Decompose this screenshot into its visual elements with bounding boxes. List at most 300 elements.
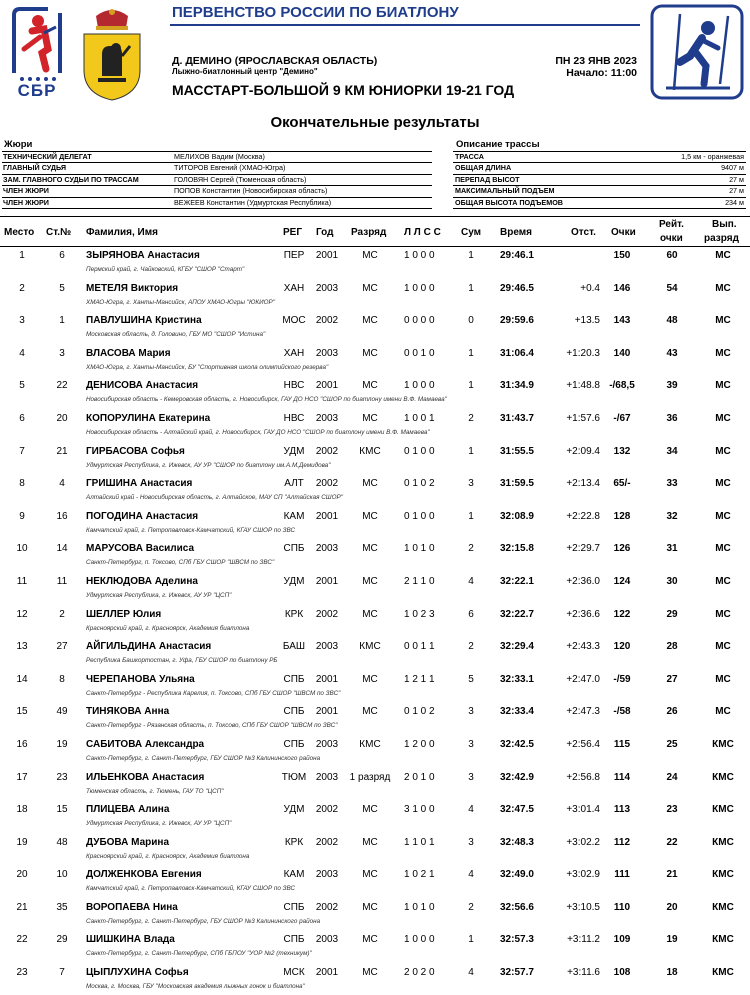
points: 113 (613, 804, 631, 816)
region: МОС (282, 315, 306, 327)
track-value: 1,5 км - оранжевая (681, 152, 744, 161)
athlete-club: Пермский край, г. Чайковский, КГБУ "СШОР "Старт" (86, 266, 245, 273)
jury-role: ГЛАВНЫЙ СУДЬЯ (3, 163, 67, 173)
result-row (0, 444, 750, 477)
track-key: ОБЩАЯ ДЛИНА (455, 163, 512, 173)
earned-rank: МС (715, 608, 731, 620)
points: 132 (613, 445, 631, 457)
athlete-club: ХМАО-Югра, г. Ханты-Мансийск, АПОУ ХМАО-Югры "ЮКИОР" (86, 298, 275, 306)
region: ХАН (283, 282, 305, 294)
place: 10 (16, 543, 28, 555)
points: 112 (613, 836, 631, 848)
behind: +13.5 (574, 315, 600, 327)
rating-points: 20 (666, 901, 678, 913)
bib: 48 (56, 836, 68, 848)
penalty-sum: 1 (468, 282, 474, 294)
rank: КМС (359, 738, 381, 750)
athlete-club: Камчатский край, г. Петропавловск-Камчатский, КГАУ СШОР по ЗВС (86, 526, 296, 534)
rating-points: 23 (666, 804, 678, 816)
points: 109 (613, 934, 631, 946)
athlete-club: Санкт-Петербург - Рязанская область, п. Токсово, СПб ГБУ СШОР "ШВСМ по ЗВС" (86, 722, 338, 730)
bib: 7 (59, 967, 65, 979)
result-row (0, 835, 750, 868)
points: 114 (613, 771, 631, 783)
rating-points: 39 (666, 380, 678, 392)
jury-member: ТИТОРОВ Евгений (ХМАО-Югра) (174, 163, 286, 173)
region: СПБ (283, 706, 305, 718)
birth-year: 2001 (315, 510, 339, 522)
result-row (0, 965, 750, 995)
time: 32:56.6 (500, 901, 534, 913)
time: 31:59.5 (500, 478, 534, 490)
athlete-name: КОПОРУЛИНА Екатерина (86, 412, 211, 424)
earned-rank: МС (715, 412, 731, 424)
jury-member: МЕЛИХОВ Вадим (Москва) (174, 152, 265, 161)
result-row (0, 411, 750, 444)
coat-of-arms-icon (80, 6, 144, 101)
region: НВС (283, 412, 305, 424)
rating-points: 54 (666, 282, 678, 294)
title-divider (170, 24, 640, 26)
result-row (0, 607, 750, 640)
athlete-club: Новосибирская область - Кемеровская область, г. Новосибирск, ГАУ ДО НСО "СШОР по биатлону имени В.Ф. Мамаева" (86, 396, 447, 404)
shooting: 0 0 1 0 (404, 347, 435, 359)
earned-rank: МС (715, 641, 731, 653)
athlete-club: Санкт-Петербург, г. Санкт-Петербург, ГБУ СШОР №3 Калининского района (86, 917, 321, 925)
shooting: 0 1 0 0 (404, 445, 435, 457)
region: ТЮМ (281, 771, 307, 783)
rank: МС (362, 804, 378, 816)
col-earned-line2: разряд (704, 233, 739, 244)
athlete-club: Санкт-Петербург, п. Токсово, СПб ГБУ СШОР "ШВСМ по ЗВС" (86, 559, 275, 567)
birth-year: 2003 (315, 347, 339, 359)
points: 128 (613, 510, 631, 522)
rating-points: 21 (666, 869, 678, 881)
athlete-name: САБИТОВА Александра (86, 738, 205, 750)
behind: +2:56.8 (566, 771, 600, 783)
shooting: 1 0 0 1 (404, 412, 435, 424)
athlete-name: ПАВЛУШИНА Кристина (86, 315, 202, 327)
rank: МС (362, 315, 378, 327)
birth-year: 2003 (315, 738, 339, 750)
penalty-sum: 1 (468, 250, 474, 261)
athlete-name: ИЛЬЕНКОВА Анастасия (86, 771, 205, 783)
rank: МС (362, 380, 378, 392)
birth-year: 2001 (315, 250, 339, 261)
col-time: Время (500, 227, 532, 238)
rank: МС (362, 250, 378, 261)
time: 32:49.0 (500, 869, 534, 881)
penalty-sum: 2 (468, 641, 474, 653)
earned-rank: МС (715, 282, 731, 294)
jury-role: ЗАМ. ГЛАВНОГО СУДЬИ ПО ТРАССАМ (3, 174, 139, 184)
track-key: МАКСИМАЛЬНЫЙ ПОДЪЕМ (455, 186, 555, 196)
points: 140 (613, 347, 631, 359)
jury-member: ПОПОВ Константин (Новосибирская область) (174, 186, 328, 196)
track-row (453, 163, 746, 174)
points: -/58 (613, 706, 631, 718)
penalty-sum: 1 (468, 347, 474, 359)
athlete-name: ДОЛЖЕНКОВА Евгения (86, 869, 202, 881)
penalty-sum: 3 (468, 738, 474, 750)
rating-points: 27 (666, 673, 678, 685)
rank: КМС (359, 641, 381, 653)
rank: МС (362, 901, 378, 913)
birth-year: 2002 (315, 608, 339, 620)
earned-rank: МС (715, 478, 731, 490)
time: 32:15.8 (500, 543, 534, 555)
time: 29:46.5 (500, 282, 534, 294)
athlete-name: ШИШКИНА Влада (86, 934, 175, 946)
athlete-name: ДУБОВА Марина (86, 836, 170, 848)
points: 124 (613, 575, 631, 587)
shooting: 1 2 1 1 (404, 673, 435, 685)
jury-row (2, 163, 432, 174)
birth-year: 2001 (315, 706, 339, 718)
shooting: 0 0 0 0 (404, 315, 435, 327)
result-row (0, 672, 750, 705)
time: 32:33.4 (500, 706, 534, 718)
time: 32:57.3 (500, 934, 534, 946)
birth-year: 2003 (315, 543, 339, 555)
penalty-sum: 2 (468, 901, 474, 913)
track-row (453, 175, 746, 186)
track-row (453, 198, 746, 209)
place: 6 (19, 412, 25, 424)
time: 31:06.4 (500, 347, 534, 359)
rank: МС (362, 608, 378, 620)
bib: 29 (56, 934, 68, 946)
behind: +2:09.4 (566, 445, 600, 457)
athlete-club: Москва, г. Москва, ГБУ "Московская академия лыжных гонок и биатлона" (86, 983, 305, 991)
rating-points: 29 (666, 608, 678, 620)
points: 120 (613, 641, 631, 653)
behind: +2:36.0 (566, 575, 600, 587)
jury-heading: Жюри (4, 139, 33, 150)
birth-year: 2003 (315, 771, 339, 783)
points: 143 (613, 315, 631, 327)
bib: 4 (59, 478, 65, 490)
birth-year: 2003 (315, 869, 339, 881)
rating-points: 48 (666, 315, 678, 327)
time: 29:46.1 (500, 250, 534, 261)
bib: 21 (56, 445, 68, 457)
rank: МС (362, 967, 378, 979)
rating-points: 34 (666, 445, 678, 457)
athlete-name: ПЛИЦЕВА Алина (86, 804, 170, 816)
shooting: 3 1 0 0 (404, 804, 435, 816)
earned-rank: МС (715, 510, 731, 522)
earned-rank: КМС (712, 804, 734, 816)
region: СПБ (283, 673, 305, 685)
birth-year: 2003 (315, 412, 339, 424)
rating-points: 31 (666, 543, 678, 555)
behind: +3:02.2 (566, 836, 600, 848)
birth-year: 2002 (315, 836, 339, 848)
penalty-sum: 2 (468, 412, 474, 424)
jury-role: ЧЛЕН ЖЮРИ (3, 186, 49, 196)
athlete-club: Алтайский край - Новосибирская область, г. Алтайское, МАУ СП "Алтайская СШОР" (86, 494, 343, 502)
time: 32:29.4 (500, 641, 534, 653)
col-rating-line1: Рейт. (659, 219, 684, 230)
athlete-club: ХМАО-Югра, г. Ханты-Мансийск, БУ "Спортивная школа олимпийского резерва" (86, 363, 329, 371)
athlete-name: ЦЫПЛУХИНА Софья (86, 967, 189, 979)
track-value: 9407 м (721, 163, 744, 173)
behind: +3:01.4 (566, 804, 600, 816)
points: 110 (613, 901, 631, 913)
earned-rank: КМС (712, 836, 734, 848)
penalty-sum: 6 (468, 608, 474, 620)
jury-member: ГОЛОВЯН Сергей (Тюменская область) (174, 174, 307, 184)
track-table (453, 151, 746, 209)
shooting: 2 0 1 0 (404, 771, 435, 783)
rank: МС (362, 706, 378, 718)
earned-rank: МС (715, 445, 731, 457)
shooting: 1 0 1 0 (404, 543, 435, 555)
result-row (0, 802, 750, 835)
earned-rank: КМС (712, 738, 734, 750)
penalty-sum: 4 (468, 869, 474, 881)
result-row (0, 900, 750, 933)
behind: +2:56.4 (566, 738, 600, 750)
jury-member: ВЕЖЕЕВ Константин (Удмуртская Республика) (174, 197, 332, 207)
region: УДМ (283, 445, 305, 457)
time: 32:47.5 (500, 804, 534, 816)
behind: +1:20.3 (566, 347, 600, 359)
time: 31:34.9 (500, 380, 534, 392)
result-row (0, 932, 750, 965)
earned-rank: МС (715, 706, 731, 718)
bib: 49 (56, 706, 68, 718)
earned-rank: МС (715, 315, 731, 327)
region: СПБ (283, 934, 305, 946)
athlete-club: Санкт-Петербург - Республика Карелия, п. Токсово, СПб ГБУ СШОР "ШВСМ по ЗВС" (86, 689, 341, 697)
birth-year: 2002 (315, 478, 339, 490)
track-value: 27 м (729, 186, 744, 196)
place: 3 (19, 315, 25, 327)
result-row (0, 248, 750, 281)
jury-role: ТЕХНИЧЕСКИЙ ДЕЛЕГАТ (3, 152, 92, 161)
col-sum: Сум (461, 227, 482, 238)
shooting: 1 0 0 0 (404, 380, 435, 392)
bib: 10 (56, 869, 68, 881)
athlete-name: НЕКЛЮДОВА Аделина (86, 575, 198, 587)
result-row (0, 704, 750, 737)
rating-points: 33 (666, 478, 678, 490)
region: КРК (284, 608, 304, 620)
region: КАМ (283, 510, 305, 522)
shooting: 1 0 2 3 (404, 608, 435, 620)
rank: МС (362, 510, 378, 522)
result-row (0, 770, 750, 803)
track-key: ТРАССА (455, 152, 484, 161)
behind: +1:57.6 (566, 412, 600, 424)
birth-year: 2003 (315, 934, 339, 946)
birth-year: 2001 (315, 673, 339, 685)
place: 5 (19, 380, 25, 392)
time: 32:48.3 (500, 836, 534, 848)
athlete-name: АЙГИЛЬДИНА Анастасия (86, 641, 212, 653)
results-title: Окончательные результаты (270, 114, 480, 131)
result-row (0, 737, 750, 770)
bib: 15 (56, 804, 68, 816)
region: СПБ (283, 738, 305, 750)
place: 9 (19, 510, 25, 522)
penalty-sum: 2 (468, 543, 474, 555)
rating-points: 28 (666, 641, 678, 653)
bib: 2 (59, 608, 65, 620)
time: 32:42.9 (500, 771, 534, 783)
race-name: МАССТАРТ-БОЛЬШОЙ 9 КМ ЮНИОРКИ 19-21 ГОД (172, 82, 515, 98)
athlete-name: ДЕНИСОВА Анастасия (86, 380, 199, 392)
athlete-name: ГИРБАСОВА Софья (86, 445, 185, 457)
shooting: 1 0 0 0 (404, 250, 435, 261)
penalty-sum: 3 (468, 836, 474, 848)
result-row (0, 313, 750, 346)
athlete-name: ВОРОПАЕВА Нина (86, 901, 178, 913)
result-row (0, 541, 750, 574)
result-row (0, 346, 750, 379)
athlete-name: ЧЕРЕПАНОВА Ульяна (86, 673, 195, 685)
time: 31:43.7 (500, 412, 534, 424)
athlete-name: ТИНЯКОВА Анна (86, 706, 170, 718)
event-title: ПЕРВЕНСТВО РОССИИ ПО БИАТЛОНУ (172, 4, 459, 21)
result-row (0, 476, 750, 509)
region: БАШ (282, 641, 306, 653)
points: -/68,5 (609, 380, 635, 392)
points: 111 (614, 869, 630, 881)
athlete-club: Санкт-Петербург, г. Санкт-Петербург, ГБУ СШОР №3 Калининского района (86, 754, 321, 762)
shooting: 1 0 1 0 (404, 901, 435, 913)
athlete-name: ШЕЛЛЕР Юлия (86, 608, 162, 620)
shooting: 0 0 1 1 (404, 641, 435, 653)
region: ПЕР (283, 250, 305, 261)
rating-points: 18 (666, 967, 678, 979)
rating-points: 24 (666, 771, 678, 783)
athlete-club: Красноярский край, г. Красноярск, Академия биатлона (86, 624, 250, 632)
federation-logo-text: СБР (17, 81, 57, 100)
behind: +0.4 (580, 282, 600, 294)
bib: 27 (56, 641, 68, 653)
place: 23 (16, 967, 28, 979)
points: -/67 (613, 412, 631, 424)
col-behind: Отст. (571, 227, 596, 238)
points: 65/- (613, 478, 631, 490)
rank: МС (362, 836, 378, 848)
penalty-sum: 3 (468, 706, 474, 718)
rating-points: 43 (666, 347, 678, 359)
place: 4 (19, 347, 25, 359)
venue: Д. ДЕМИНО (ЯРОСЛАВСКАЯ ОБЛАСТЬ) (172, 55, 378, 67)
place: 11 (16, 575, 28, 587)
place: 21 (16, 901, 28, 913)
birth-year: 2001 (315, 380, 339, 392)
earned-rank: МС (715, 673, 731, 685)
rank: МС (362, 575, 378, 587)
time: 29:59.6 (500, 315, 534, 327)
place: 2 (19, 282, 25, 294)
penalty-sum: 1 (468, 934, 474, 946)
behind: +2:29.7 (566, 543, 600, 555)
behind: +2:22.8 (566, 510, 600, 522)
behind: +2:36.6 (566, 608, 600, 620)
region: МСК (283, 967, 305, 979)
birth-year: 2002 (315, 445, 339, 457)
penalty-sum: 1 (468, 445, 474, 457)
shooting: 1 0 0 0 (404, 934, 435, 946)
region: СПБ (283, 901, 305, 913)
result-row (0, 378, 750, 411)
behind: +2:47.3 (566, 706, 600, 718)
shooting: 0 1 0 0 (404, 510, 435, 522)
col-rating-line2: очки (660, 233, 683, 244)
shooting: 1 2 0 0 (404, 738, 435, 750)
points: 108 (613, 967, 631, 979)
rank: МС (362, 673, 378, 685)
place: 19 (16, 836, 28, 848)
federation-logo (8, 3, 66, 103)
col-rank: Разряд (351, 227, 387, 238)
col-name: Фамилия, Имя (86, 227, 158, 238)
earned-rank: КМС (712, 934, 734, 946)
penalty-sum: 1 (468, 510, 474, 522)
track-row (453, 152, 746, 163)
rating-points: 22 (666, 836, 678, 848)
track-key: ОБЩАЯ ВЫСОТА ПОДЪЕМОВ (455, 197, 563, 207)
skier-logo-icon (650, 4, 744, 100)
region: КРК (284, 836, 304, 848)
bib: 23 (56, 771, 68, 783)
earned-rank: КМС (712, 901, 734, 913)
rank: МС (362, 869, 378, 881)
place: 7 (19, 445, 25, 457)
rank: МС (362, 543, 378, 555)
bib: 22 (56, 380, 68, 392)
earned-rank: КМС (712, 967, 734, 979)
bib: 16 (56, 510, 68, 522)
earned-rank: МС (715, 575, 731, 587)
time: 32:22.1 (500, 575, 534, 587)
results-header (0, 216, 750, 247)
rating-points: 30 (666, 575, 678, 587)
time: 32:42.5 (500, 738, 534, 750)
rating-points: 25 (666, 738, 678, 750)
birth-year: 2002 (315, 804, 339, 816)
shooting: 0 1 0 2 (404, 706, 435, 718)
result-row (0, 281, 750, 314)
penalty-sum: 0 (468, 315, 474, 327)
track-value: 234 м (725, 197, 744, 207)
shooting: 2 1 1 0 (404, 575, 435, 587)
athlete-club: Тюменская область, г. Тюмень, ГАУ ТО "ЦСП" (86, 787, 224, 795)
jury-table (2, 151, 432, 209)
earned-rank: КМС (712, 869, 734, 881)
result-row (0, 574, 750, 607)
athlete-club: Удмуртская Республика, г. Ижевск, АУ УР "СШОР по биатлону им.А.М.Демидова" (86, 461, 331, 469)
race-date: ПН 23 ЯНВ 2023 (555, 55, 637, 67)
jury-row (2, 198, 432, 209)
rank: 1 разряд (349, 771, 391, 783)
points: 126 (613, 543, 631, 555)
points: 122 (613, 608, 631, 620)
place: 17 (16, 771, 28, 783)
points: -/59 (613, 673, 631, 685)
place: 22 (16, 934, 28, 946)
points: 150 (613, 250, 631, 261)
region: НВС (283, 380, 305, 392)
place: 13 (16, 641, 28, 653)
penalty-sum: 4 (468, 967, 474, 979)
